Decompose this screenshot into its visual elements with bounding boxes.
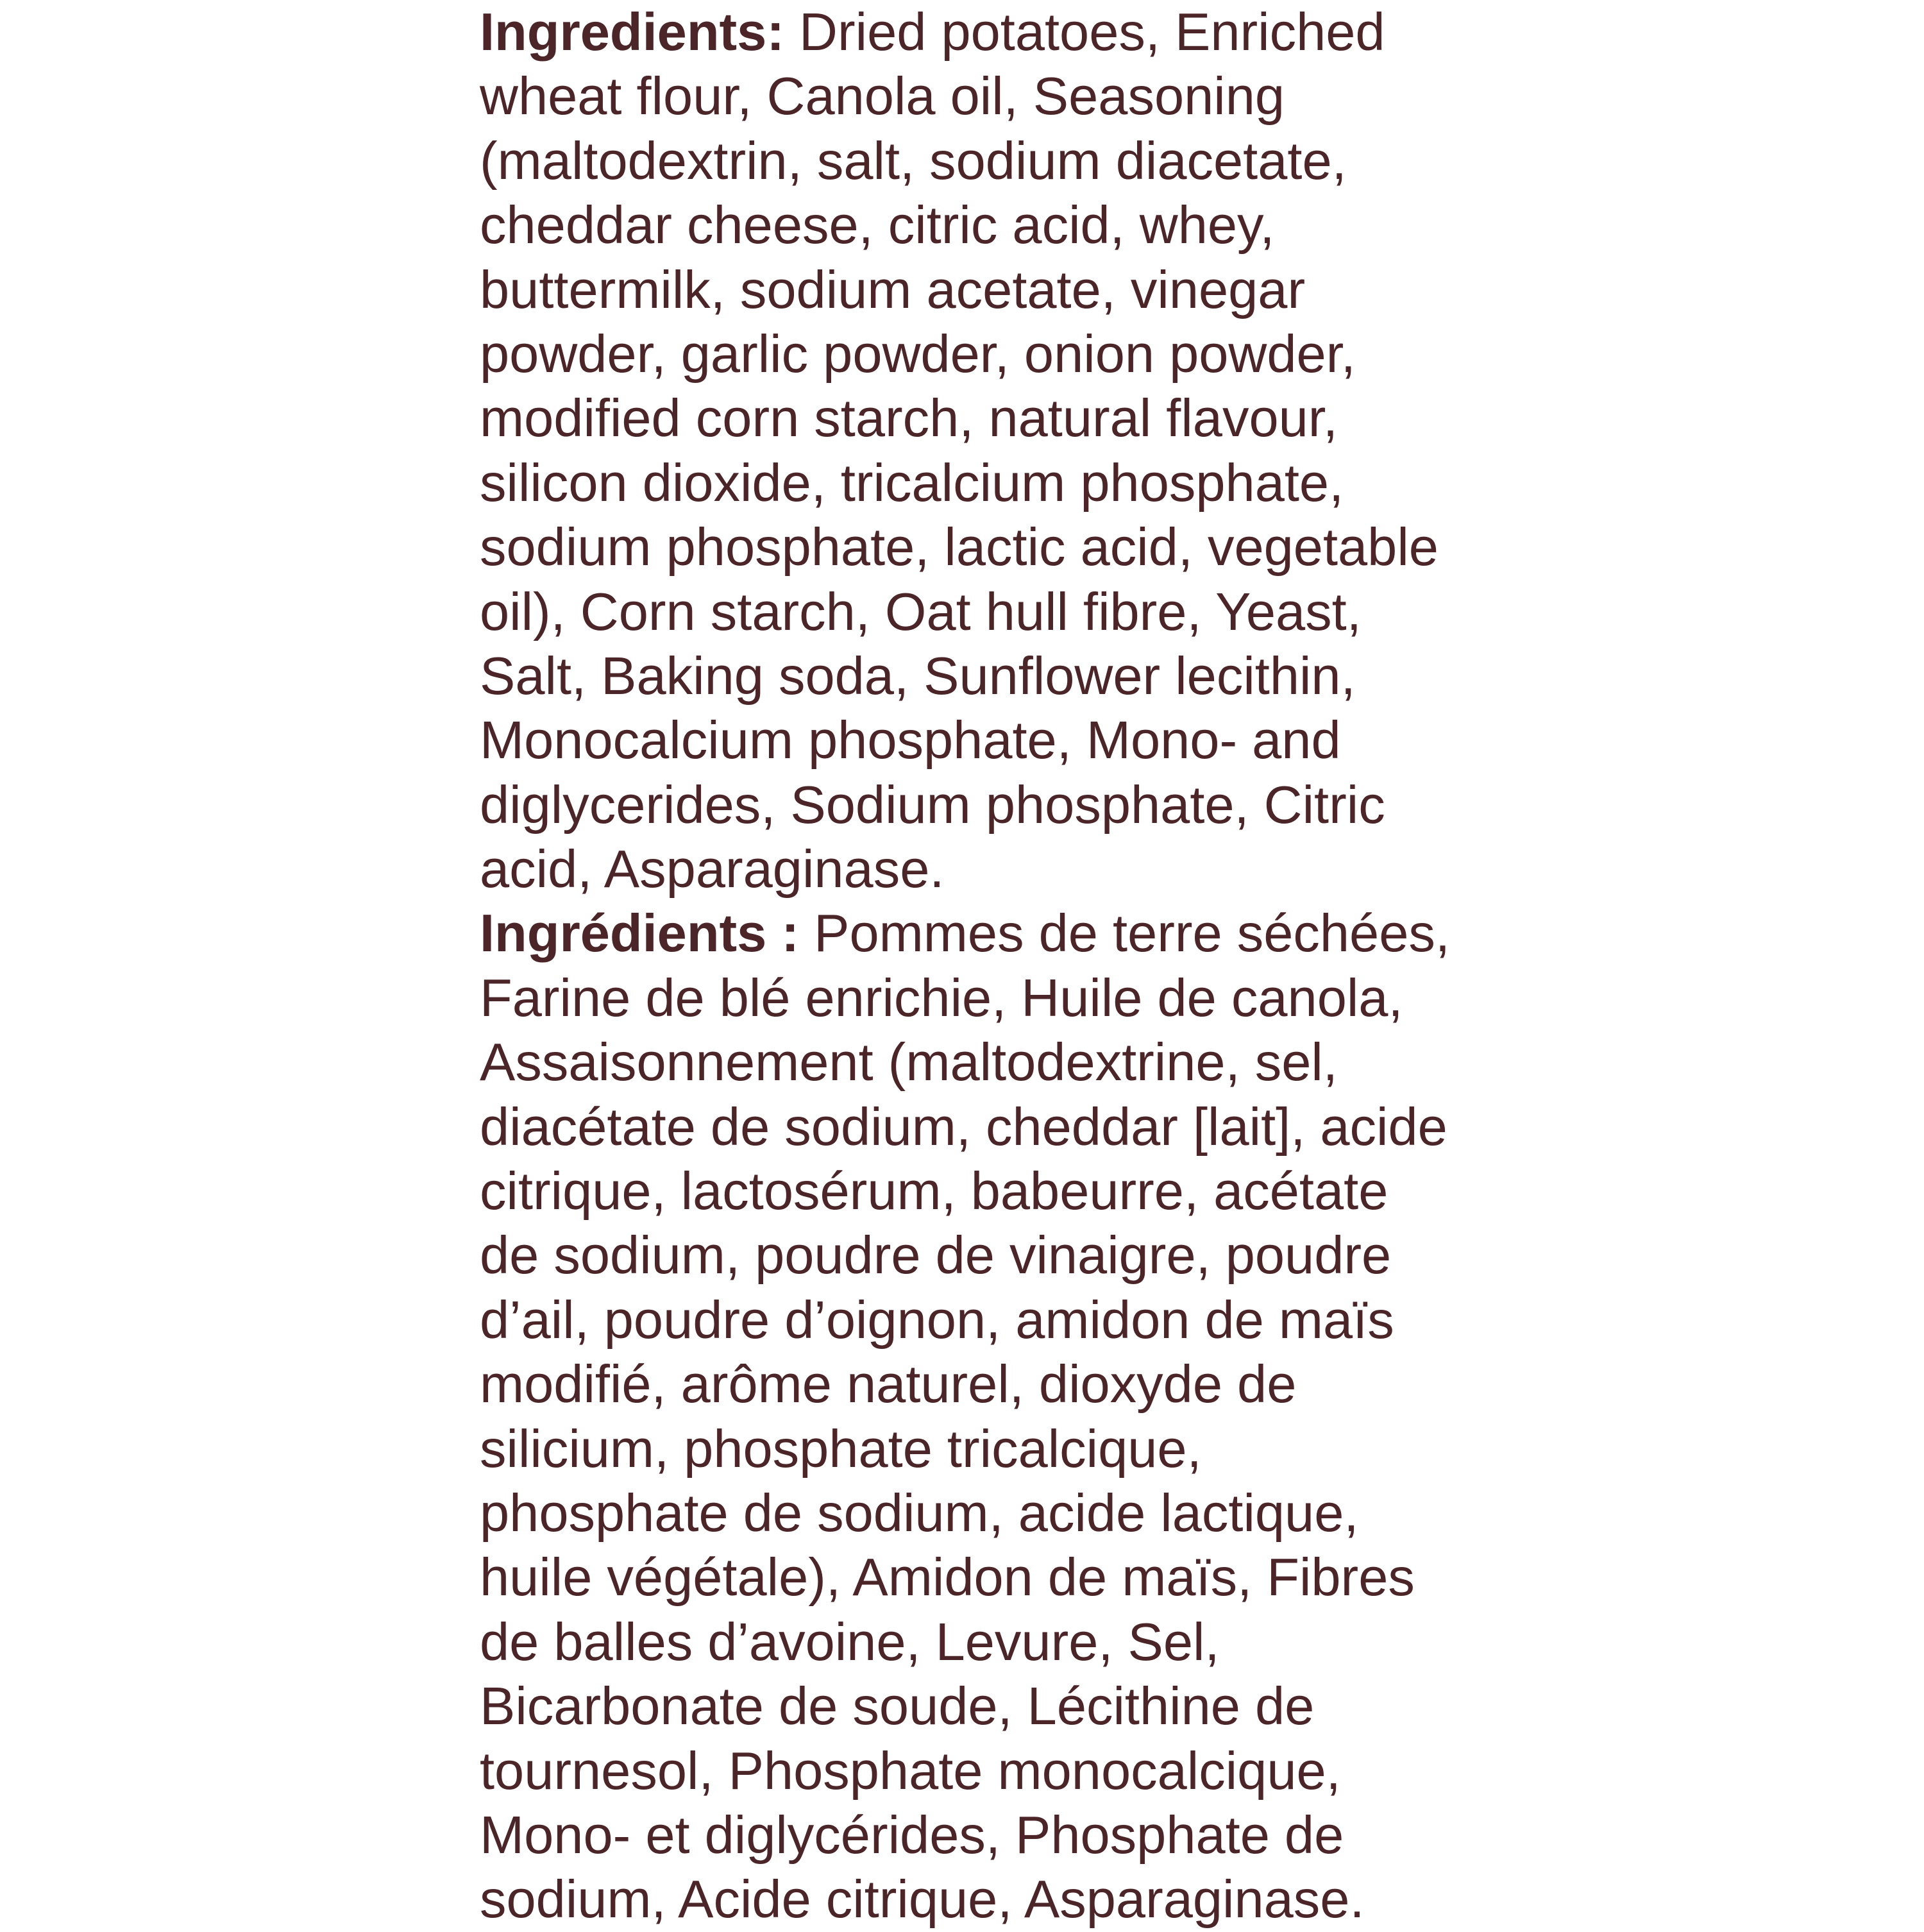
ingredients-line: d’ail, poudre d’oignon, amidon de maïs [480,1289,1394,1350]
ingredients-line: sodium, Acide citrique, Asparaginase. [480,1869,1365,1929]
ingredients-line: acid, Asparaginase. [480,839,945,899]
ingredients-line: Mono- et diglycérides, Phosphate de [480,1804,1344,1865]
ingredients-line: tournesol, Phosphate monocalcique, [480,1740,1341,1801]
ingredients-line: sodium phosphate, lactic acid, vegetable [480,517,1439,577]
ingredients-line: Monocalcium phosphate, Mono- and [480,710,1341,770]
french-ingredients [480,901,1519,1931]
english-ingredients [480,0,1519,901]
ingredients-line: phosphate de sodium, acide lactique, [480,1482,1359,1543]
ingredients-line: silicon dioxide, tricalcium phosphate, [480,452,1344,513]
ingredients-line: modifié, arôme naturel, dioxyde de [480,1354,1297,1414]
ingredients-line: silicium, phosphate tricalcique, [480,1418,1202,1479]
ingredients-line [480,901,1519,965]
ingredients-line: diacétate de sodium, cheddar [lait], acide [480,1096,1447,1157]
ingredients-line: Assaisonnement (maltodextrine, sel, [480,1032,1338,1092]
ingredients-line: huile végétale), Amidon de maïs, Fibres [480,1547,1415,1607]
ingredients-line: diglycerides, Sodium phosphate, Citric [480,774,1385,835]
ingredients-line: oil), Corn starch, Oat hull fibre, Yeast, [480,581,1362,641]
ingredients-label [480,0,1519,1932]
ingredients-line: Bicarbonate de soude, Lécithine de [480,1676,1315,1736]
ingredients-line: de sodium, poudre de vinaigre, poudre [480,1225,1392,1285]
ingredients-line: modified corn starch, natural flavour, [480,388,1338,448]
ingredients-line: Salt, Baking soda, Sunflower lecithin, [480,645,1356,706]
ingredients-line: cheddar cheese, citric acid, whey, [480,195,1275,255]
ingredients-line: powder, garlic powder, onion powder, [480,323,1356,384]
ingredients-line: de balles d’avoine, Levure, Sel, [480,1611,1220,1672]
french-heading: Ingrédients : [480,903,800,963]
ingredients-line [480,0,1519,64]
ingredients-line: (maltodextrin, salt, sodium diacetate, [480,130,1347,191]
ingredients-line-text: Dried potatoes, Enriched [784,2,1385,62]
ingredients-line: citrique, lactosérum, babeurre, acétate [480,1161,1388,1221]
ingredients-line: Farine de blé enrichie, Huile de canola, [480,967,1403,1028]
english-heading: Ingredients: [480,2,784,62]
ingredients-line: wheat flour, Canola oil, Seasoning [480,66,1285,126]
ingredients-line-text: Pommes de terre séchées, [799,903,1450,963]
ingredients-line: buttermilk, sodium acetate, vinegar [480,259,1306,319]
